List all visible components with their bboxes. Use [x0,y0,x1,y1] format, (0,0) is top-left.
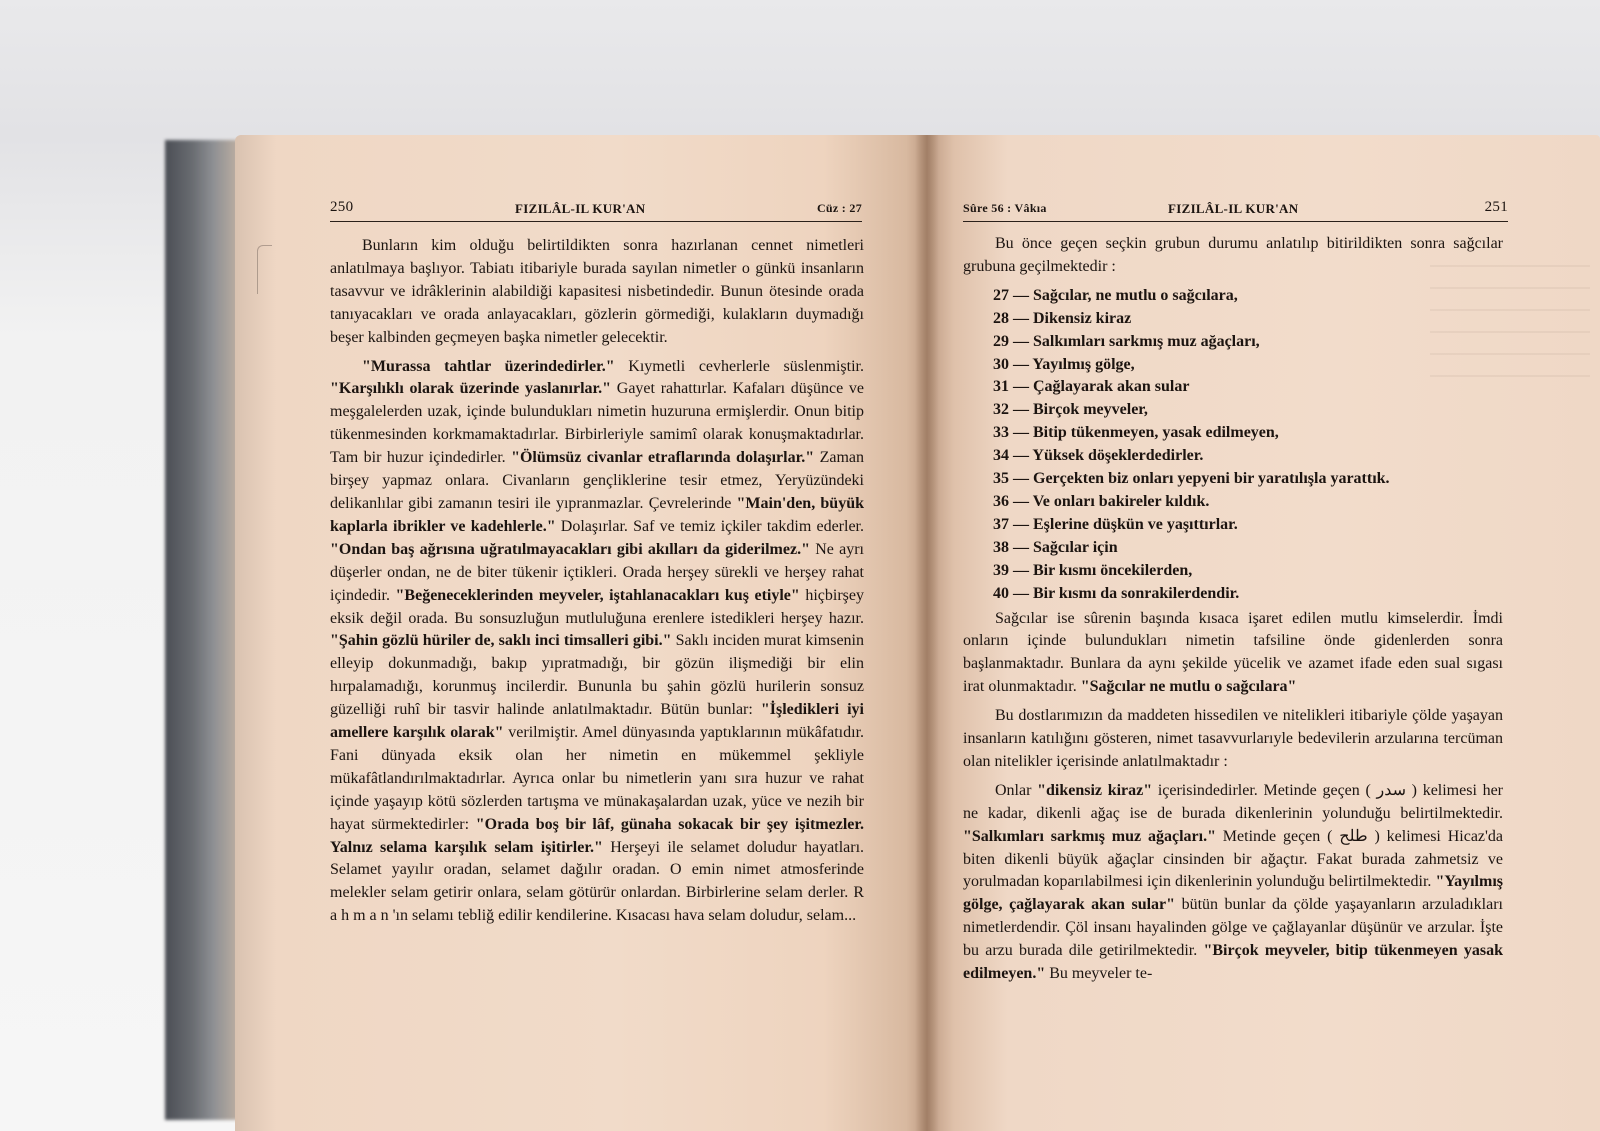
verse-item: 27 — Sağcılar, ne mutlu o sağcılara, [993,286,1238,304]
verse-item: 35 — Gerçekten biz onları yepyeni bir yaratılışla yarattık. [993,470,1390,488]
quoted-verse: "Main'den, büyük kaplarla ibrikler ve kadehlerle." [330,494,865,535]
running-title: FIZILÂL-IL KUR'AN [515,201,646,216]
verse-item: 37 — Eşlerine düşkün ve yaşıttırlar. [993,515,1238,533]
quoted-verse: "Sağcılar ne mutlu o sağcılara" [1080,678,1297,696]
section-label: Cüz : 27 [816,201,862,215]
quoted-verse: "dikensiz kiraz" [1037,781,1153,799]
quoted-verse: "Karşılıklı olarak üzerinde yaslanırlar." [330,380,612,398]
text-run: Dolaşırlar. Saf ve temiz içkiler takdim ederler. [555,517,864,535]
quoted-verse: "Yayılmış gölge, çağlayarak akan sular" [963,873,1503,914]
left-page [235,135,927,1131]
book-gutter [915,135,939,1131]
verse-item: 36 — Ve onları bakireler kıldık. [993,492,1210,510]
left-page-body [330,235,864,934]
quoted-verse: "İşledikleri iyi amellere karşılık olarak" [330,701,865,742]
verse-item: 32 — Birçok meyveler, [993,401,1148,419]
text-run: Metinde geçen ( طلح ) kelimesi Hicaz'da biten dikenli büyük ağaçlar cinsinden bir ağaçtır. Fakat burada zahmetsiz ve yorulmadan koparılabilmesi için dikenlerinin yolunduğu belirtilmektedir. [963,827,1503,891]
right-page [927,135,1600,1131]
book-page-edges [165,140,245,1120]
text-run: Sağcılar ise sûrenin başında kısaca işaret edilen mutlu kimselerdir. İmdi onların içinde bulundukları nimetin tafsiline önde gidenlerden sonra başlanmaktadır. Bunlara da aynı şekilde yücelik ve azamet ifade eden sual sıgası irat olunmaktadır. [963,609,1503,696]
paragraph [330,356,864,929]
verse-item: 33 — Bitip tükenmeyen, yasak edilmeyen, [993,424,1279,442]
verse-item: 39 — Bir kısmı öncekilerden, [993,561,1193,579]
verse-item: 40 — Bir kısmı da sonrakilerdendir. [993,584,1240,602]
verse-item: 30 — Yayılmış gölge, [993,355,1135,373]
right-page-header [963,197,1508,222]
intro-paragraph: Bu önce geçen seçkin grubun durumu anlatılıp bitirildikten sonra sağcılar grubuna geçilmektedir : [963,235,1503,275]
margin-pencil-mark [257,245,272,294]
text-run: Herşeyi ile selamet doludur hayatları. Selamet yayılır oradan, selamet dağılır oradan. O emin nimet atmosferinde melekler selam getirir onlara, selam götürür onlardan. Birbirlerine selam derler. R a h m a n 'ın selamı tebliğ edilir kendilerine. Kısacası hava selam doludur, selam... [330,838,865,925]
text-run: Bu meyveler te- [1045,965,1153,983]
right-page-body [963,233,1503,992]
quoted-verse: "Orada boş bir lâf, günaha sokacak bir şey işitmezler. Yalnız selama karşılık selam işitirler." [330,815,865,856]
quoted-verse: "Ondan baş ağrısına uğratılmayacakları gibi akılları da giderilmez." [330,540,810,558]
verse-item: 29 — Salkımları sarkmış muz ağaçları, [993,332,1260,350]
paragraph [330,235,864,350]
text-run: Kıymetli cevherlerle süslenmiştir. [614,357,864,375]
quoted-verse: "Salkımları sarkmış muz ağaçları." [963,827,1216,845]
text-run: Saklı inciden murat kimsenin elleyip dokunmadığı, bakıp yıpratmadığı, bir gözün ilişmediği bir elin hırpalamadığı, korunmuş incilerdir. Bununla bu şahin gözlü hurilerin sonsuz güzelliği ruhî bir tasvir halinde anlatılmaktadır. Bütün bunlar: [330,632,864,719]
text-run: Bunların kim olduğu belirtildikten sonra hazırlanan cennet nimetleri anlatılmaya başlıyor. Tabiatı itibariyle burada sayılan nimetler o günkü insanların tasavvur ve idrâklerinin alabildiği kapasitesi nisbetindedir. Bunun ötesinde orada tanıyacakları ve orada anlayacakları, gözlerin görmediği, kulakların duymadığı beşer kalbinden geçmeyen başka nimetler gelecektir. [330,237,864,346]
verse-item: 34 — Yüksek döşeklerdedirler. [993,447,1204,465]
section-label: Sûre 56 : Vâkıa [963,201,1047,215]
quoted-verse: "Ölümsüz civanlar etraflarında dolaşırlar." [511,449,815,467]
quoted-verse: "Beğeneceklerinden meyveler, iştahlanacakları kuş etiyle" [395,586,800,604]
right-paragraphs [963,608,1503,987]
verse-item: 28 — Dikensiz kiraz [993,309,1132,327]
text-run: bütün bunlar da çölde yaşayanların arzuladıkları nimetlerdendir. Çöl insanı hayalinden gölge ve çağlayanlar düşünür ve arzular. İşte bu arzu burada dile getirilmektedir. [963,896,1503,960]
verse-item: 38 — Sağcılar için [993,538,1118,556]
text-run: verilmiştir. Amel dünyasında yaptıklarının mükâfatıdır. Fani dünyada eksik olan her nimetin en mükemmel şekliyle mükafâtlandırılmaktadırlar. Ayrıca onlar bu nimetlerin yanı sıra huzur ve rahat içinde yaşayıp kötü sözlerden tartışma ve münakaşalardan uzak, yüce ve nezih bir hayat sürmektedirler: [330,724,865,833]
text-run: Ne ayrı düşerler ondan, ne de biter tükenir içtikleri. Orada herşey sürekli ve herşey rahat içindedir. [330,540,865,604]
text-run: Bu dostlarımızın da maddeten hissedilen ve nitelikleri itibariyle çölde yaşayan insanların katılığını gösteren, nimet tasavvurlarıyle bedevilerin arzularına tercüman olan nitelikler içerisinde anlatılmaktadır : [963,707,1503,770]
text-run: Gayet rahattırlar. Kafaları düşünce ve meşgalelerden uzak, içinde bulundukları nimetin huzuruna ermişlerdir. Onun bitip tükenmesinden korkmamaktadırlar. Birbirleriyle samimî olarak konuşmaktadırlar. Tam bir huzur içindedirler. [330,380,864,467]
page-number: 250 [330,199,354,215]
paragraph [963,705,1503,774]
quoted-verse: "Murassa tahtlar üzerindedirler." [362,357,615,375]
quoted-verse: "Şahin gözlü hüriler de, saklı inci timsalleri gibi." [330,632,672,650]
left-page-header [330,197,862,222]
quoted-verse: "Birçok meyveler, bitip tükenmeyen yasak edilmeyen." [963,942,1504,983]
verse-item: 31 — Çağlayarak akan sular [993,378,1190,396]
text-run: hiçbirşey eksik değil orada. Bu sonsuzluğun mutluluğuna erenlere istedikleri herşey hazır. [330,586,864,627]
text-run: Zaman birşey yapmaz onlara. Civanların gençliklerine tesir etmez, Yeryüzündeki delikanlılar gibi zamanın tesiri ile yıpranmazlar. Çevrelerinde [330,449,865,512]
text-run: Onlar [995,781,1038,799]
page-number: 251 [1484,199,1508,215]
paragraph [963,608,1503,700]
running-title: FIZILÂL-IL KUR'AN [1168,201,1299,216]
text-run: içerisindedirler. Metinde geçen ( سدر ) kelimesi her ne kadar, dikenli ağaç ise de burada dikenlerinin yolunduğu belirtilmektedir. [963,781,1504,822]
paragraph [963,780,1503,986]
verse-list [963,285,1503,606]
